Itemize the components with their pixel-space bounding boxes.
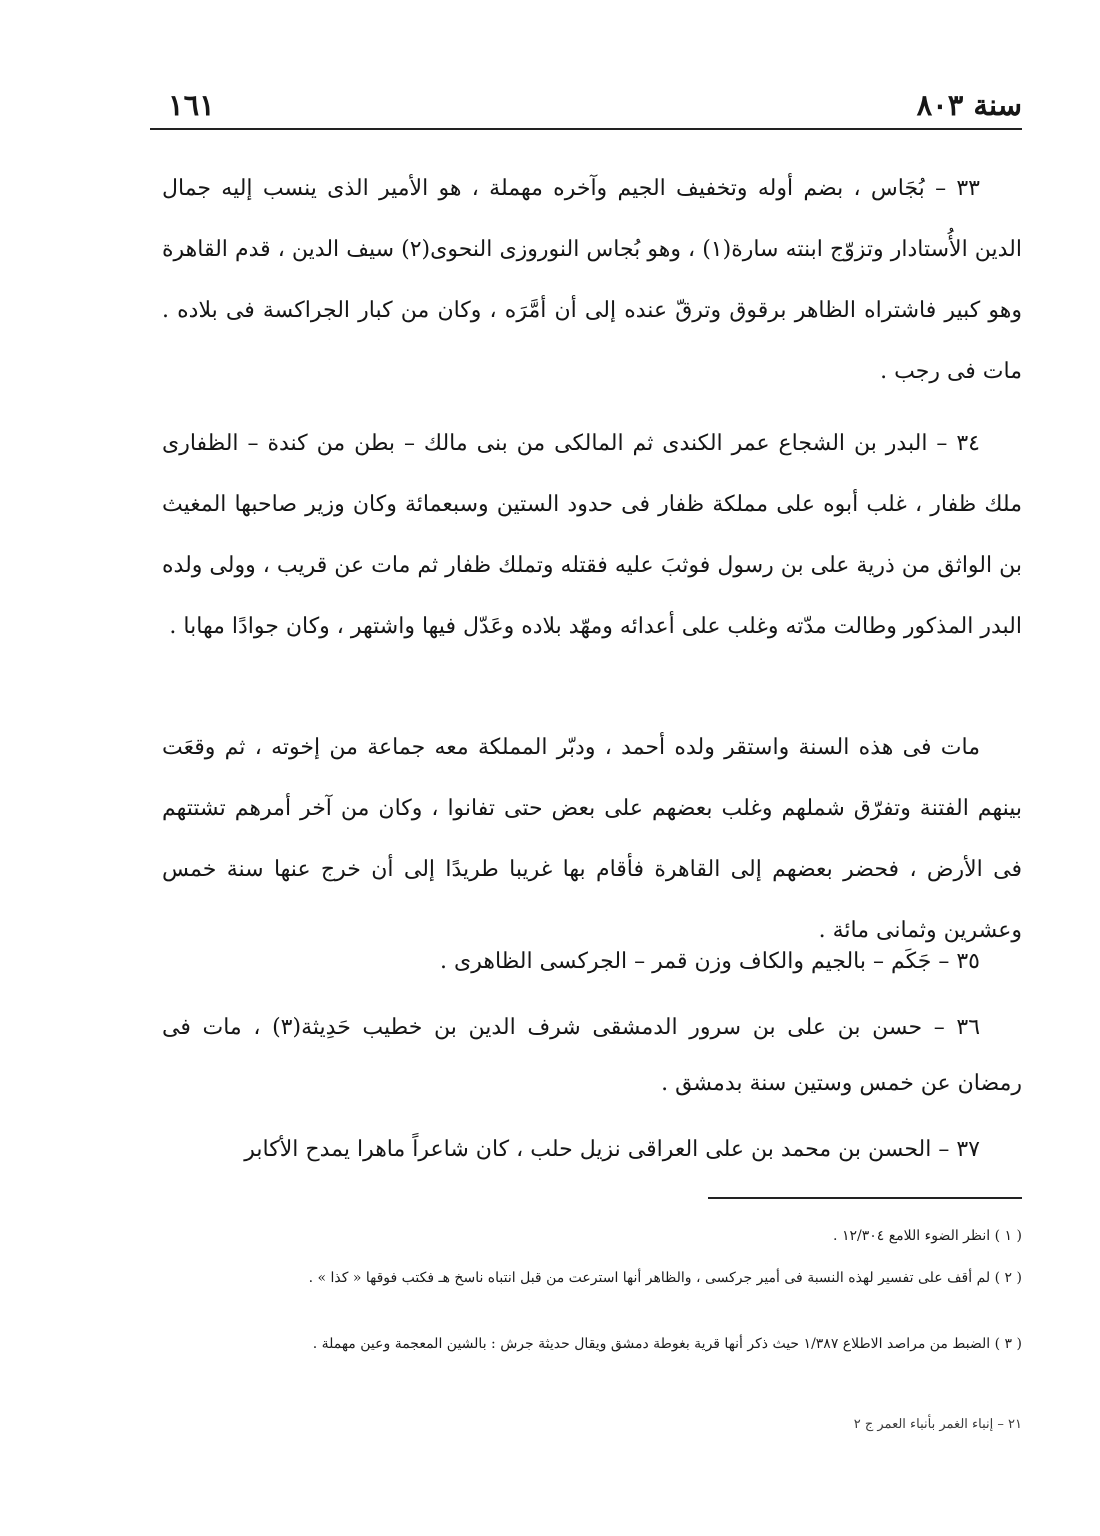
entry-37: ٣٧ – الحسن بن محمد بن على العراقى نزيل حلب ، كان شاعراً ماهرا يمدح الأكابر xyxy=(244,1137,980,1162)
page-number: ١٦١ xyxy=(168,88,215,122)
entry-36: ٣٦ – حسن بن على بن سرور الدمشقى شرف الدين بن خطيب حَدِيثة(٣) ، مات فى رمضان عن خمس وستين سنة بدمشق . xyxy=(162,1015,1022,1096)
header-rule xyxy=(150,128,1022,130)
entry-33: ٣٣ – بُجَاس ، بضم أوله وتخفيف الجيم وآخره مهملة ، هو الأمير الذى ينسب إليه جمال الدين الأُستادار وتزوّج ابنته سارة(١) ، وهو بُجاس النوروزى النحوى(٢) سيف الدين ، قدم القاهرة وهو كبير فاشتراه الظاهر برقوق وترقّ عنده إلى أن أمَّرَه ، وكان من كبار الجراكسة فى بلاده . مات فى رجب . xyxy=(162,176,1022,384)
footnote-1: ( ١ ) انظر الضوء اللامع ١٢/٣٠٤ . xyxy=(833,1228,1022,1244)
footnote-2: ( ٢ ) لم أقف على تفسير لهذه النسبة فى أمير جركسى ، والظاهر أنها استرعت من قبل انتباه ناسخ هـ فكتب فوقها « كذا » . xyxy=(308,1270,1022,1286)
entry-34-continuation: مات فى هذه السنة واستقر ولده أحمد ، ودبّر المملكة معه جماعة من إخوته ، ثم وقعَت بينهم الفتنة وتفرّق شملهم وغلب بعضهم على بعض حتى تفانوا ، وكان من آخر أمرهم تشتتهم فى الأرض ، فحضر بعضهم إلى القاهرة فأقام بها غريبا طريدًا إلى أن خرج عنها سنة خمس وعشرين وثمانى مائة . xyxy=(162,735,1022,943)
footnote-3: ( ٣ ) الضبط من مراصد الاطلاع ١/٣٨٧ حيث ذكر أنها قرية بغوطة دمشق ويقال حديثة جرش : بالشين المعجمة وعين مهملة . xyxy=(312,1336,1022,1352)
entry-34: ٣٤ – البدر بن الشجاع عمر الكندى ثم المالكى من بنى مالك – بطن من كندة – الظفارى ملك ظفار ، غلب أبوه على مملكة ظفار فى حدود الستين وسبعمائة وكان وزير صاحبها المغيث بن الواثق من ذرية على بن رسول فوثبَ عليه فقتله وتملك ظفار ثم مات عن قريب ، وولى ولده البدر المذكور وطالت مدّته وغلب على أعدائه ومهّد بلاده وعَدّل فيها واشتهر ، وكان جوادًا مهابا . xyxy=(162,431,1022,639)
year-label: سنة ٨٠٣ xyxy=(916,88,1022,122)
footnote-rule xyxy=(708,1197,1022,1199)
entry-35: ٣٥ – جَكَم – بالجيم والكاف وزن قمر – الجركسى الظاهرى . xyxy=(440,949,980,974)
page-header xyxy=(150,88,1022,128)
printer-signature: ٢١ – إنباء الغمر بأنباء العمر ج ٢ xyxy=(853,1417,1022,1432)
